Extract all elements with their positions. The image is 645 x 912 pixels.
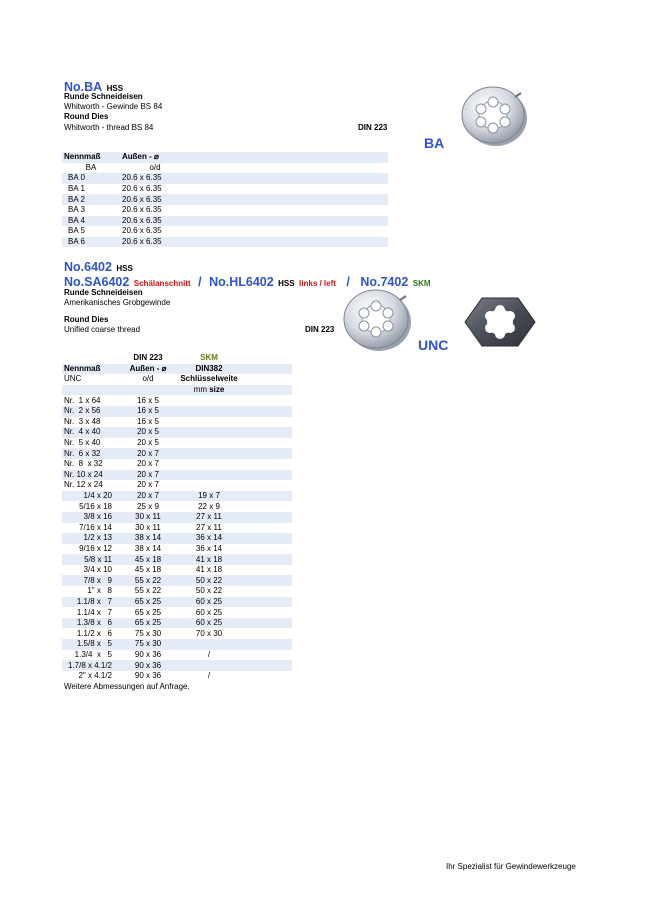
unc-od: 20 x 7 bbox=[120, 470, 176, 481]
unc-wrench-size bbox=[176, 438, 242, 449]
table-row bbox=[62, 618, 292, 629]
unc-wrench-size: 27 x 11 bbox=[176, 512, 242, 523]
unc-od: 20 x 7 bbox=[120, 448, 176, 459]
ba-subheader-ba: BA bbox=[85, 162, 97, 172]
unc-header-od: o/d bbox=[142, 374, 154, 384]
unc-od: 16 x 5 bbox=[137, 416, 159, 426]
unc-schalanschnitt-label: Schälanschnitt bbox=[133, 279, 191, 288]
unc-header-row-2 bbox=[62, 364, 292, 375]
unc-product-number-6402: No.6402 bbox=[64, 260, 112, 274]
ba-round-die-image bbox=[458, 83, 530, 149]
table-row bbox=[62, 565, 292, 576]
unc-wrench-size bbox=[176, 427, 242, 438]
unc-wrench-size bbox=[176, 448, 242, 459]
table-row bbox=[62, 533, 292, 544]
unc-header-aussen: Außen - ⌀ bbox=[120, 364, 176, 375]
unc-size: 1.1/8 x 7 bbox=[62, 597, 120, 608]
unc-header-din382: DIN382 bbox=[176, 364, 242, 375]
table-row bbox=[62, 438, 292, 449]
unc-header-row-3 bbox=[62, 374, 292, 385]
unc-wrench-size bbox=[176, 417, 242, 428]
table-row bbox=[62, 470, 292, 481]
unc-header-din223: DIN 223 bbox=[133, 353, 163, 363]
unc-size: Nr. 10 x 24 bbox=[62, 470, 120, 481]
unc-size: 7/8 x 9 bbox=[62, 575, 120, 586]
ba-size: BA 5 bbox=[68, 226, 85, 236]
unc-din-label: DIN 223 bbox=[305, 325, 335, 334]
unc-wrench-size: 50 x 22 bbox=[195, 586, 223, 596]
unc-separator-2: / bbox=[346, 275, 350, 289]
unc-size: 1.7/8 x 4.1/2 bbox=[62, 660, 120, 671]
unc-size: 9/16 x 12 bbox=[79, 543, 112, 553]
ba-en-thread: Whitworth - thread BS 84 bbox=[64, 123, 154, 132]
unc-size: 2" x 4.1/2 bbox=[78, 671, 112, 681]
unc-hss-label: HSS bbox=[116, 264, 133, 273]
unc-od: 20 x 7 bbox=[120, 491, 176, 502]
unc-od: 75 x 30 bbox=[134, 628, 162, 638]
unc-size: Nr. 6 x 32 bbox=[62, 448, 120, 459]
table-row bbox=[62, 671, 292, 682]
unc-od: 30 x 11 bbox=[135, 522, 161, 532]
unc-round-die-image bbox=[340, 286, 414, 354]
unc-od: 38 x 14 bbox=[134, 543, 162, 553]
ba-header-nennmass: Nennmaß bbox=[62, 152, 120, 163]
ba-od: 20.6 x 6.35 bbox=[120, 216, 190, 227]
ba-od: 20.6 x 6.35 bbox=[120, 237, 190, 248]
unc-wrench-size bbox=[176, 406, 242, 417]
unc-footnote-row bbox=[62, 681, 292, 692]
unc-wrench-size bbox=[176, 639, 242, 650]
table-row bbox=[62, 417, 292, 428]
unc-od: 45 x 18 bbox=[120, 554, 176, 565]
ba-subheader-od: o/d bbox=[149, 162, 161, 172]
unc-wrench-size bbox=[176, 395, 242, 406]
unc-de-thread: Amerikanisches Grobgewinde bbox=[64, 298, 171, 307]
unc-product-number-hl6402: No.HL6402 bbox=[209, 275, 274, 289]
hex-die-image bbox=[462, 294, 538, 350]
unc-de-title: Runde Schneideisen bbox=[64, 288, 143, 297]
unc-header-schluesselweite: Schlüsselweite bbox=[180, 374, 238, 384]
unc-size: 5/8 x 11 bbox=[62, 554, 120, 565]
ba-od: 20.6 x 6.35 bbox=[122, 205, 162, 215]
ba-image-label: BA bbox=[424, 135, 445, 151]
unc-footnote: Weitere Abmessungen auf Anfrage. bbox=[64, 681, 190, 691]
ba-size: BA 6 bbox=[62, 237, 120, 248]
ba-size: BA 2 bbox=[62, 194, 120, 205]
table-row bbox=[62, 597, 292, 608]
unc-size: 3/8 x 16 bbox=[62, 512, 120, 523]
unc-hss-label-2: HSS bbox=[278, 279, 295, 288]
table-row bbox=[62, 544, 292, 555]
table-row bbox=[62, 660, 292, 671]
table-row bbox=[62, 205, 388, 216]
ba-size: BA 4 bbox=[62, 216, 120, 227]
table-row bbox=[62, 480, 292, 491]
unc-od: 20 x 5 bbox=[120, 427, 176, 438]
unc-od: 38 x 14 bbox=[120, 533, 176, 544]
table-row bbox=[62, 216, 388, 227]
table-row bbox=[62, 554, 292, 565]
unc-size: Nr. 3 x 48 bbox=[64, 416, 101, 426]
unc-size: 1.1/4 x 7 bbox=[76, 607, 112, 617]
unc-wrench-size: 36 x 14 bbox=[195, 543, 223, 553]
unc-wrench-size: 22 x 9 bbox=[198, 501, 220, 511]
unc-size: 1.1/2 x 6 bbox=[76, 628, 112, 638]
table-row bbox=[62, 501, 292, 512]
unc-wrench-size: 50 x 22 bbox=[176, 575, 242, 586]
unc-size: 3/4 x 10 bbox=[83, 565, 112, 575]
unc-od: 20 x 5 bbox=[137, 438, 159, 448]
unc-od: 65 x 25 bbox=[120, 597, 176, 608]
ba-product-number: No.BA bbox=[64, 80, 103, 94]
unc-od: 55 x 22 bbox=[134, 586, 162, 596]
ba-en-title: Round Dies bbox=[64, 112, 109, 121]
table-row bbox=[62, 173, 388, 184]
table-row bbox=[62, 628, 292, 639]
page-footer: Ihr Spezialist für Gewindewerkzeuge bbox=[446, 862, 576, 871]
table-row bbox=[62, 448, 292, 459]
unc-header-skm: SKM bbox=[200, 353, 218, 363]
unc-size: 1.5/8 x 5 bbox=[62, 639, 120, 650]
unc-size: Nr. 12 x 24 bbox=[64, 480, 103, 490]
unc-header-unc: UNC bbox=[64, 374, 82, 384]
unc-wrench-size: 60 x 25 bbox=[176, 597, 242, 608]
unc-en-thread: Unified coarse thread bbox=[64, 325, 141, 334]
ba-table bbox=[62, 152, 388, 247]
unc-size: 1" x 8 bbox=[87, 586, 112, 596]
unc-od: 25 x 9 bbox=[137, 501, 159, 511]
unc-wrench-size: / bbox=[207, 649, 211, 659]
unc-od: 65 x 25 bbox=[134, 607, 162, 617]
unc-image-label: UNC bbox=[418, 337, 449, 353]
ba-od: 20.6 x 6.35 bbox=[122, 226, 162, 236]
unc-od: 20 x 7 bbox=[137, 459, 159, 469]
unc-wrench-size bbox=[176, 660, 242, 671]
table-row bbox=[62, 650, 292, 661]
ba-header-aussen: Außen - ⌀ bbox=[120, 152, 190, 163]
ba-od: 20.6 x 6.35 bbox=[120, 173, 190, 184]
table-row bbox=[62, 639, 292, 650]
unc-wrench-size bbox=[176, 480, 242, 491]
unc-size: 5/16 x 18 bbox=[79, 501, 112, 511]
ba-size: BA 0 bbox=[62, 173, 120, 184]
unc-od: 90 x 36 bbox=[134, 671, 162, 681]
table-row bbox=[62, 607, 292, 618]
unc-wrench-size: 60 x 25 bbox=[195, 607, 223, 617]
table-row bbox=[62, 395, 292, 406]
unc-wrench-size bbox=[176, 470, 242, 481]
table-row bbox=[62, 237, 388, 248]
unc-od: 90 x 36 bbox=[120, 660, 176, 671]
unc-od: 30 x 11 bbox=[120, 512, 176, 523]
unc-header-size: size bbox=[209, 385, 225, 395]
unc-links-left-label: links / left bbox=[299, 279, 336, 288]
unc-header-mm: mm bbox=[193, 385, 207, 395]
unc-separator-1: / bbox=[198, 275, 202, 289]
ba-od: 20.6 x 6.35 bbox=[120, 194, 190, 205]
unc-header-nennmass: Nennmaß bbox=[62, 364, 120, 375]
unc-size: 7/16 x 14 bbox=[79, 522, 112, 532]
unc-wrench-size: 36 x 14 bbox=[176, 533, 242, 544]
unc-size: 1/2 x 13 bbox=[62, 533, 120, 544]
ba-de-thread: Whitworth - Gewinde BS 84 bbox=[64, 102, 163, 111]
unc-wrench-size: 27 x 11 bbox=[196, 522, 222, 532]
unc-od: 75 x 30 bbox=[120, 639, 176, 650]
unc-product-number-7402: No.7402 bbox=[360, 275, 409, 289]
unc-od: 16 x 5 bbox=[137, 395, 159, 405]
unc-size: Nr. 5 x 40 bbox=[64, 438, 101, 448]
table-row bbox=[62, 194, 388, 205]
ba-size: BA 1 bbox=[68, 184, 85, 194]
table-row bbox=[62, 491, 292, 502]
table-row bbox=[62, 512, 292, 523]
unc-header-row-4 bbox=[62, 385, 292, 396]
unc-wrench-size: 41 x 18 bbox=[176, 554, 242, 565]
unc-od: 20 x 7 bbox=[137, 480, 159, 490]
table-row bbox=[62, 459, 292, 470]
table-row bbox=[62, 226, 388, 237]
unc-header-row-1 bbox=[62, 353, 292, 364]
ba-hss-label: HSS bbox=[106, 84, 124, 93]
ba-od: 20.6 x 6.35 bbox=[122, 184, 162, 194]
table-row bbox=[62, 427, 292, 438]
unc-wrench-size: / bbox=[207, 671, 211, 681]
unc-product-number-sa6402: No.SA6402 bbox=[64, 275, 130, 289]
unc-wrench-size: 70 x 30 bbox=[195, 628, 223, 638]
ba-size: BA 3 bbox=[68, 205, 85, 215]
ba-de-title: Runde Schneideisen bbox=[64, 92, 143, 101]
unc-table-body bbox=[62, 395, 292, 681]
unc-od: 55 x 22 bbox=[120, 575, 176, 586]
table-row bbox=[62, 184, 388, 195]
unc-od: 16 x 5 bbox=[120, 406, 176, 417]
unc-table bbox=[62, 353, 292, 692]
table-row bbox=[62, 523, 292, 534]
unc-size: 1/4 x 20 bbox=[62, 491, 120, 502]
unc-od: 90 x 36 bbox=[134, 649, 162, 659]
unc-od: 65 x 25 bbox=[120, 618, 176, 629]
table-row bbox=[62, 406, 292, 417]
unc-size: Nr. 2 x 56 bbox=[62, 406, 120, 417]
unc-size: Nr. 4 x 40 bbox=[62, 427, 120, 438]
unc-wrench-size: 60 x 25 bbox=[176, 618, 242, 629]
table-row bbox=[62, 575, 292, 586]
table-row bbox=[62, 586, 292, 597]
unc-size: 1.3/4 x 5 bbox=[74, 649, 112, 659]
ba-din-label: DIN 223 bbox=[358, 123, 388, 132]
unc-size: Nr. 1 x 64 bbox=[64, 395, 101, 405]
unc-wrench-size: 41 x 18 bbox=[195, 565, 223, 575]
unc-en-title: Round Dies bbox=[64, 315, 109, 324]
unc-wrench-size bbox=[176, 459, 242, 470]
ba-table-header-row bbox=[62, 152, 388, 163]
unc-skm-label: SKM bbox=[412, 279, 431, 288]
unc-wrench-size: 19 x 7 bbox=[176, 491, 242, 502]
unc-size: Nr. 8 x 32 bbox=[64, 459, 103, 469]
ba-table-subheader-row bbox=[62, 163, 388, 174]
unc-od: 45 x 18 bbox=[134, 565, 162, 575]
unc-size: 1.3/8 x 6 bbox=[62, 618, 120, 629]
